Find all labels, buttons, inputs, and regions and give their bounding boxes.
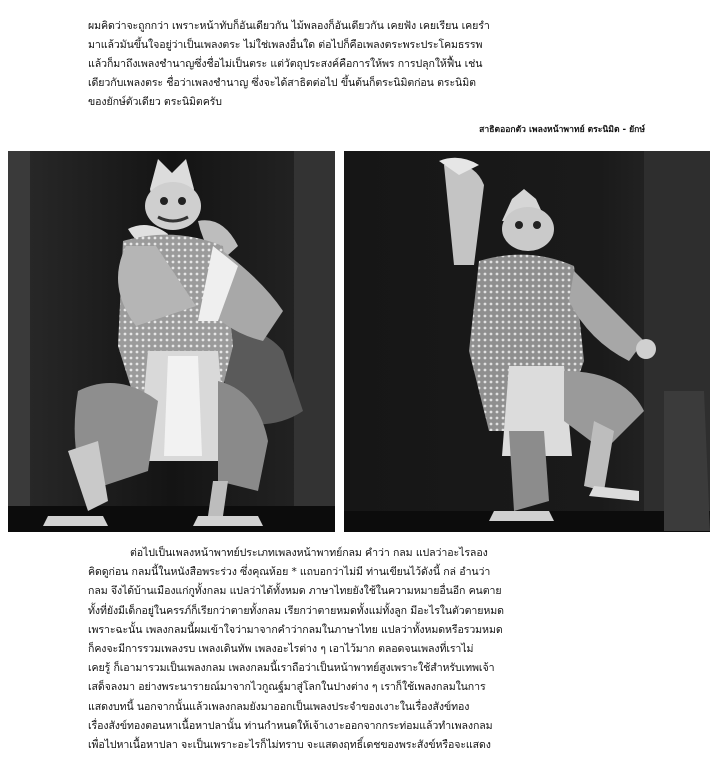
paragraph-line: เพื่อไปหาเนื้อหาปลา จะเป็นเพราะอะไรก็ไม่ทราบ จะแสดงฤทธิ์เดชของพระสังข์หรือจะแสดง: [88, 738, 491, 751]
dancer-kneeling-illustration: [8, 151, 335, 532]
paragraph-line: เรื่องสังข์ทองตอนหาเนื้อหาปลานั้น ท่านกำหนดให้เจ้าเงาะออกจากกระท่อมแล้วทำเพลงกลม: [88, 719, 493, 732]
paragraph-line: แสดงบทนี้ นอกจากนั้นแล้วเพลงกลมยังมาออกเป็นเพลงประจำของเงาะในเรื่องสังข์ทอง: [88, 700, 470, 713]
paragraph-line: ผมคิดว่าจะถูกกว่า เพราะหน้าทับก็อันเดียวกัน ไม้พลองก็อันเดียวกัน เคยฟัง เคยเรียน เคยรำ: [88, 20, 490, 32]
paragraph-line: ต่อไปเป็นเพลงหน้าพาทย์ประเภทเพลงหน้าพาทย์กลม คำว่า กลม แปลว่าอะไรลอง: [130, 547, 488, 559]
paragraph-line: ก็คงจะมีการรวมเพลงรบ เพลงเดินทัพ เพลงอะไรต่าง ๆ เอาไว้มาก ตลอดจนเพลงที่เราไม่: [88, 642, 474, 655]
paragraph-line: กลม จึงได้บ้านเมืองแก่กูทั้งกลม แปลว่าได้ทั้งหมด ภาษาไทยยังใช้ในความหมายอื่นอีก คนตาย: [88, 585, 502, 598]
paragraph-line: เสด็จลงมา อย่างพระนารายณ์มาจากไวกูณฐ์มาสู่โลกในปางต่าง ๆ เราก็ใช้เพลงกลมในการ: [88, 681, 486, 694]
photo-khon-dancer-praying: [8, 151, 335, 532]
paragraph-line: มาแล้วมันขึ้นใจอยู่ว่าเป็นเพลงตระ ไม่ใช่เพลงอื่นใด ต่อไปก็คือเพลงตระพระประโคมธรรพ: [88, 39, 483, 51]
paragraph-line: เพราะฉะนั้น เพลงกลมนี้ผมเข้าใจว่ามาจากคำว่ากลมในภาษาไทย แปลว่าทั้งหมดหรือรวมหมด: [88, 623, 503, 636]
paragraph-line: แล้วก็มาถึงเพลงชำนาญซึ่งชื่อไม่เป็นตระ แต่วัตถุประสงค์คือการให้พร การปลุกให้ฟื้น เช่น: [88, 58, 483, 70]
paragraph-line: เคยรู้ ก็เอามารวมเป็นเพลงกลม เพลงกลมนี้เราถือว่าเป็นหน้าพาทย์สูงเพราะใช้สำหรับเทพเจ้า: [88, 662, 495, 675]
photo-khon-dancer-raised-arm: [344, 151, 710, 532]
paragraph-line: ของยักษ์ตัวเดียว ตระนิมิตครับ: [88, 96, 222, 108]
bottom-paragraph: [88, 544, 643, 755]
paragraph-line: เดียวกับเพลงตระ ชื่อว่าเพลงชำนาญ ซึ่งจะได้สาธิตต่อไป ขึ้นต้นก็ตระนิมิตก่อน ตระนิมิต: [88, 77, 476, 89]
paragraph-line: ทั้งที่ยังมีเด็กอยู่ในครรภ์ก็เรียกว่าตายทั้งกลม เรียกว่าตายหมดทั้งแม่ทั้งลูก มีอะไรในตัวตายหมด: [88, 604, 504, 617]
top-paragraph: [88, 17, 643, 112]
dancer-standing-illustration: [344, 151, 710, 532]
photo-caption: สาธิตออกตัว เพลงหน้าพาทย์ ตระนิมิต - ยักษ์: [479, 125, 645, 135]
paragraph-line: คิดดูก่อน กลมนี้ในหนังสือพระร่วง ซึ่งคุณห้อย * แถบอกว่าไม่มี ท่านเขียนไว้ดังนี้ กล่ อำนว่า: [88, 566, 491, 579]
